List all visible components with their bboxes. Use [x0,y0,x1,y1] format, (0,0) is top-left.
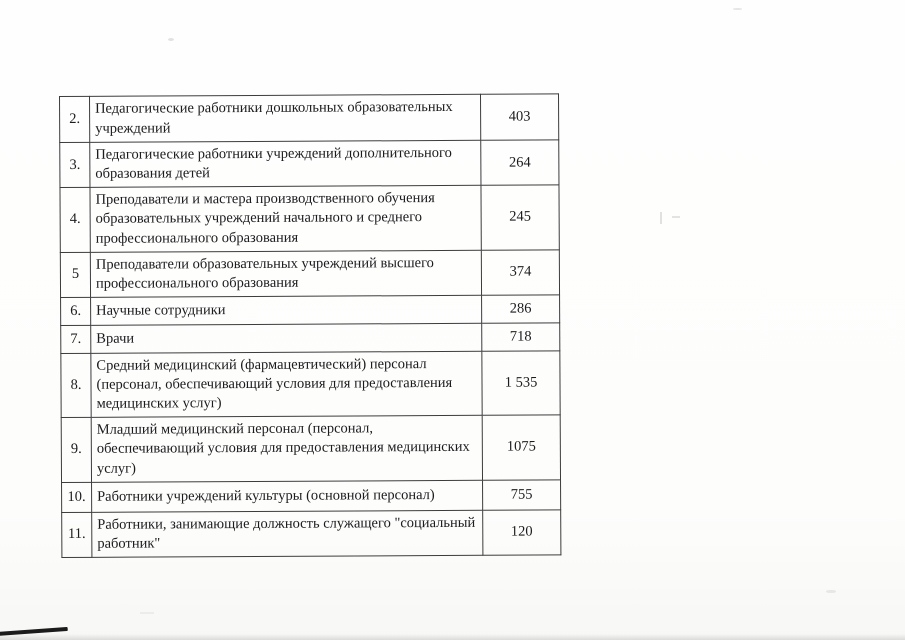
scan-artifact [140,612,154,614]
scan-artifact [733,8,742,10]
row-description-cell: Работники учреждений культуры (основной персонал) [92,480,483,512]
row-description-cell: Преподаватели и мастера производственного обучения образовательных учреждений начального и среднего профессионального образования [90,186,481,252]
row-description-cell: Средний медицинский (фармацевтический) персонал (персонал, обеспечивающий условия для предоставления медицинских услуг) [91,351,482,417]
document-table-container [59,93,561,557]
row-value-cell: 718 [482,323,560,351]
scan-edge-mark [0,627,68,636]
row-description-cell: Педагогические работники учреждений дополнительного образования детей [90,140,481,187]
table-row [60,94,559,143]
table-row [62,480,561,513]
row-number-cell: 6. [61,297,91,325]
scan-artifact [168,38,174,41]
row-number-cell: 7. [61,325,91,353]
scan-artifact [826,590,836,593]
row-number-cell: 4. [60,188,90,253]
table-row [61,323,560,354]
row-number-cell: 10. [62,482,92,512]
row-description-cell: Работники, занимающие должность служащего "социальный работник" [92,510,483,557]
row-value-cell: 264 [481,140,559,186]
row-description-cell: Врачи [91,323,482,353]
table-row [61,295,560,326]
table-row [61,351,560,418]
row-value-cell: 755 [483,480,561,510]
table-row [61,415,560,482]
row-description-cell: Научные сотрудники [91,295,482,325]
row-number-cell: 8. [61,353,91,418]
row-number-cell: 2. [60,96,90,142]
table-row [62,510,561,558]
row-number-cell: 3. [60,142,90,187]
row-value-cell: 1075 [482,415,560,480]
scan-artifact [672,216,680,218]
row-value-cell: 286 [482,295,560,323]
row-value-cell: 1 535 [482,351,560,416]
scan-artifact [660,212,662,224]
table-row [60,250,559,298]
row-number-cell: 5 [60,252,90,297]
scan-edge-shadow [0,634,905,640]
table-row [60,140,559,188]
row-value-cell: 120 [483,510,561,556]
row-description-cell: Младший медицинский персонал (персонал, обеспечивающий условия для предоставления медицинских услуг) [91,416,482,482]
row-description-cell: Педагогические работники дошкольных образовательных учреждений [90,94,481,142]
row-value-cell: 374 [481,250,559,296]
row-number-cell: 11. [62,512,92,557]
row-number-cell: 9. [61,418,91,483]
row-description-cell: Преподаватели образовательных учреждений высшего профессионального образования [90,250,481,297]
row-value-cell: 245 [481,185,559,250]
row-value-cell: 403 [480,94,558,140]
worker-categories-table [59,93,561,557]
table-row [60,185,559,252]
